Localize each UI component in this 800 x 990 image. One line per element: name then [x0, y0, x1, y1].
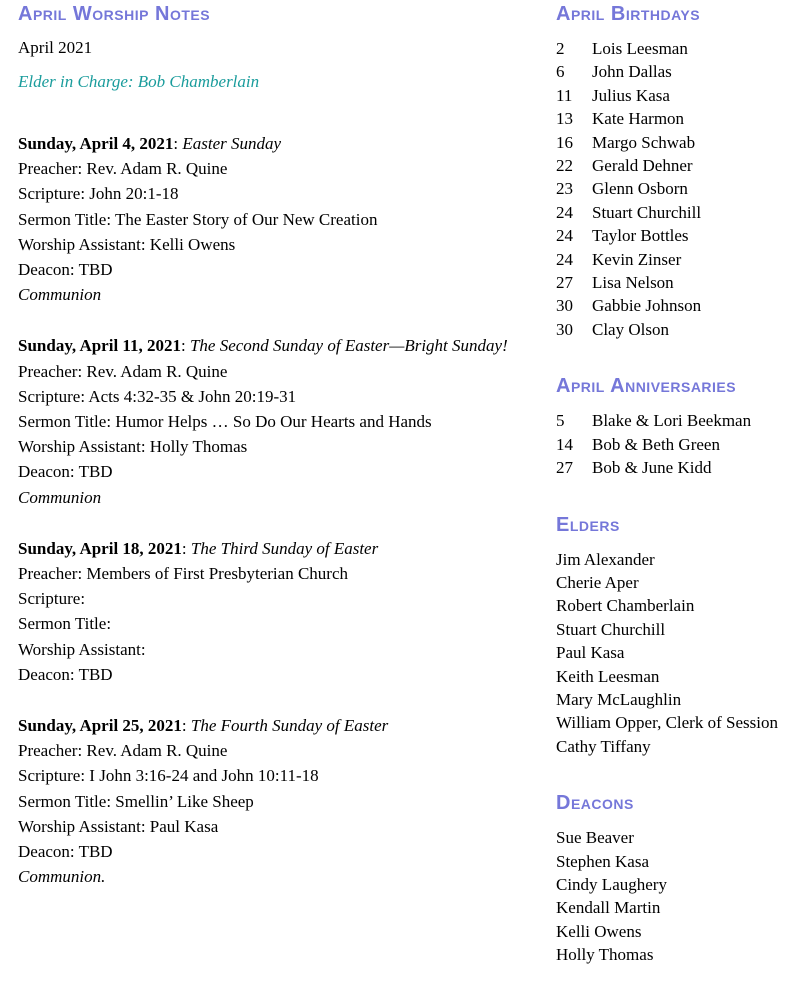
roster-name: Gerald Dehner	[592, 156, 693, 176]
service-block	[18, 713, 556, 889]
service-separator: :	[180, 336, 190, 356]
service-title: The Second Sunday of Easter—Bright Sunday!	[189, 336, 508, 356]
roster-row	[556, 271, 798, 294]
service-detail-line: Preacher: Rev. Adam R. Quine	[18, 159, 228, 179]
roster-row	[556, 571, 798, 594]
service-separator: :	[181, 538, 191, 558]
service-detail-line: Worship Assistant:	[18, 639, 146, 659]
service-detail-line: Scripture: I John 3:16-24 and John 10:11-18	[18, 766, 319, 786]
roster-name: Stuart Churchill	[592, 202, 702, 222]
roster-row	[556, 594, 798, 617]
service-separator: :	[181, 716, 191, 736]
roster-day: 27	[556, 273, 573, 293]
roster-day: 23	[556, 179, 573, 199]
service-title: The Fourth Sunday of Easter	[190, 716, 389, 736]
roster-day: 24	[556, 202, 573, 222]
roster-row	[556, 850, 798, 873]
roster-day: 22	[556, 156, 573, 176]
anniversaries-list	[556, 409, 798, 479]
roster-row	[556, 154, 798, 177]
deacons-title: Deacons	[556, 792, 634, 815]
roster-name: Gabbie Johnson	[592, 296, 702, 316]
worship-month: April 2021	[18, 38, 93, 57]
service-date: Sunday, April 11, 2021	[18, 336, 181, 356]
services-list	[18, 131, 556, 889]
roster-row	[556, 201, 798, 224]
service-header	[18, 131, 556, 156]
roster-row	[556, 318, 798, 341]
roster-name: Kate Harmon	[592, 109, 685, 129]
communion-note: Communion.	[18, 867, 106, 887]
roster-name: Cherie Aper	[556, 572, 639, 592]
service-detail-line: Sermon Title:	[18, 614, 112, 634]
deacons-list	[556, 826, 798, 966]
roster-row	[556, 548, 798, 571]
service-detail-line: Scripture:	[18, 589, 86, 609]
roster-row	[556, 896, 798, 919]
roster-name: Julius Kasa	[592, 85, 670, 105]
worship-notes-column	[18, 0, 556, 915]
roster-name: Mary McLaughlin	[556, 689, 682, 709]
communion-note: Communion	[18, 487, 102, 507]
service-date: Sunday, April 4, 2021	[18, 134, 174, 153]
roster-row	[556, 248, 798, 271]
roster-day: 13	[556, 109, 573, 129]
elders-list	[556, 548, 798, 759]
service-date: Sunday, April 18, 2021	[18, 538, 182, 558]
roster-name: Blake & Lori Beekman	[592, 411, 752, 431]
roster-name: Jim Alexander	[556, 549, 655, 569]
anniversaries-title: April Anniversaries	[556, 375, 737, 398]
service-separator: :	[173, 134, 183, 153]
roster-day: 16	[556, 132, 573, 152]
roster-name: Holly Thomas	[556, 945, 654, 965]
service-block	[18, 131, 556, 307]
service-detail-line: Preacher: Rev. Adam R. Quine	[18, 741, 228, 761]
service-detail-line: Sermon Title: The Easter Story of Our New Creation	[18, 209, 378, 229]
roster-day: 2	[556, 39, 565, 58]
service-title: Easter Sunday	[182, 134, 282, 153]
roster-name: Bob & Beth Green	[592, 434, 720, 454]
birthdays-title: April Birthdays	[556, 3, 701, 25]
roster-row	[556, 641, 798, 664]
roster-day: 14	[556, 434, 573, 454]
service-detail-line: Deacon: TBD	[18, 260, 113, 280]
roster-row	[556, 433, 798, 456]
service-detail-line: Worship Assistant: Paul Kasa	[18, 816, 219, 836]
roster-day: 11	[556, 85, 573, 105]
roster-row	[556, 920, 798, 943]
roster-name: William Opper, Clerk of Session	[556, 713, 778, 733]
roster-row	[556, 711, 798, 734]
roster-row	[556, 409, 798, 432]
roster-row	[556, 294, 798, 317]
service-detail-line: Scripture: John 20:1-18	[18, 184, 179, 204]
roster-name: Cindy Laughery	[556, 874, 667, 894]
roster-row	[556, 688, 798, 711]
roster-row	[556, 224, 798, 247]
service-header	[18, 713, 556, 738]
roster-name: John Dallas	[592, 62, 672, 82]
service-detail-line: Scripture: Acts 4:32-35 & John 20:19-31	[18, 386, 297, 406]
roster-row	[556, 943, 798, 966]
roster-day: 30	[556, 319, 573, 339]
roster-day: 24	[556, 249, 573, 269]
roster-day: 24	[556, 226, 573, 246]
roster-row	[556, 456, 798, 479]
service-header	[18, 333, 556, 358]
roster-day: 5	[556, 411, 565, 431]
roster-name: Taylor Bottles	[592, 226, 689, 246]
roster-name: Robert Chamberlain	[556, 596, 695, 616]
service-detail-line: Worship Assistant: Holly Thomas	[18, 437, 248, 457]
service-detail-line: Deacon: TBD	[18, 842, 113, 862]
roster-name: Keith Leesman	[556, 666, 660, 686]
roster-name: Glenn Osborn	[592, 179, 688, 199]
roster-name: Margo Schwab	[592, 132, 696, 152]
service-detail-line: Preacher: Members of First Presbyterian Church	[18, 564, 348, 584]
communion-note: Communion	[18, 285, 102, 305]
roster-name: Sue Beaver	[556, 828, 634, 848]
roster-row	[556, 60, 798, 83]
service-detail-line: Deacon: TBD	[18, 664, 113, 684]
roster-row	[556, 84, 798, 107]
roster-row	[556, 826, 798, 849]
service-date: Sunday, April 25, 2021	[18, 716, 182, 736]
service-header	[18, 536, 556, 561]
elder-in-charge-line: Elder in Charge: Bob Chamberlain	[18, 72, 260, 91]
service-detail-line: Preacher: Rev. Adam R. Quine	[18, 361, 228, 381]
worship-notes-title: April Worship Notes	[18, 3, 211, 25]
roster-name: Cathy Tiffany	[556, 736, 651, 756]
service-detail-line: Worship Assistant: Kelli Owens	[18, 234, 236, 254]
roster-name: Lisa Nelson	[592, 273, 674, 293]
roster-name: Clay Olson	[592, 319, 669, 339]
roster-name: Kendall Martin	[556, 898, 661, 918]
roster-name: Bob & June Kidd	[592, 458, 712, 478]
service-block	[18, 333, 556, 509]
roster-name: Paul Kasa	[556, 643, 625, 663]
roster-row	[556, 107, 798, 130]
roster-row	[556, 177, 798, 200]
roster-row	[556, 665, 798, 688]
roster-day: 27	[556, 458, 573, 478]
service-title: The Third Sunday of Easter	[190, 538, 379, 558]
roster-name: Lois Leesman	[592, 39, 688, 58]
roster-day: 30	[556, 296, 573, 316]
service-block	[18, 536, 556, 687]
roster-name: Stuart Churchill	[556, 619, 666, 639]
roster-name: Kevin Zinser	[592, 249, 682, 269]
roster-row	[556, 735, 798, 758]
roster-name: Kelli Owens	[556, 921, 642, 941]
service-detail-line: Sermon Title: Humor Helps … So Do Our Hearts and Hands	[18, 412, 432, 432]
service-detail-line: Deacon: TBD	[18, 462, 113, 482]
roster-row	[556, 618, 798, 641]
birthdays-list	[556, 37, 798, 341]
roster-name: Stephen Kasa	[556, 851, 650, 871]
roster-row	[556, 131, 798, 154]
rosters-column	[556, 0, 798, 967]
roster-row	[556, 873, 798, 896]
roster-row	[556, 37, 798, 60]
service-detail-line: Sermon Title: Smellin’ Like Sheep	[18, 791, 254, 811]
roster-day: 6	[556, 62, 565, 82]
elders-title: Elders	[556, 513, 620, 536]
